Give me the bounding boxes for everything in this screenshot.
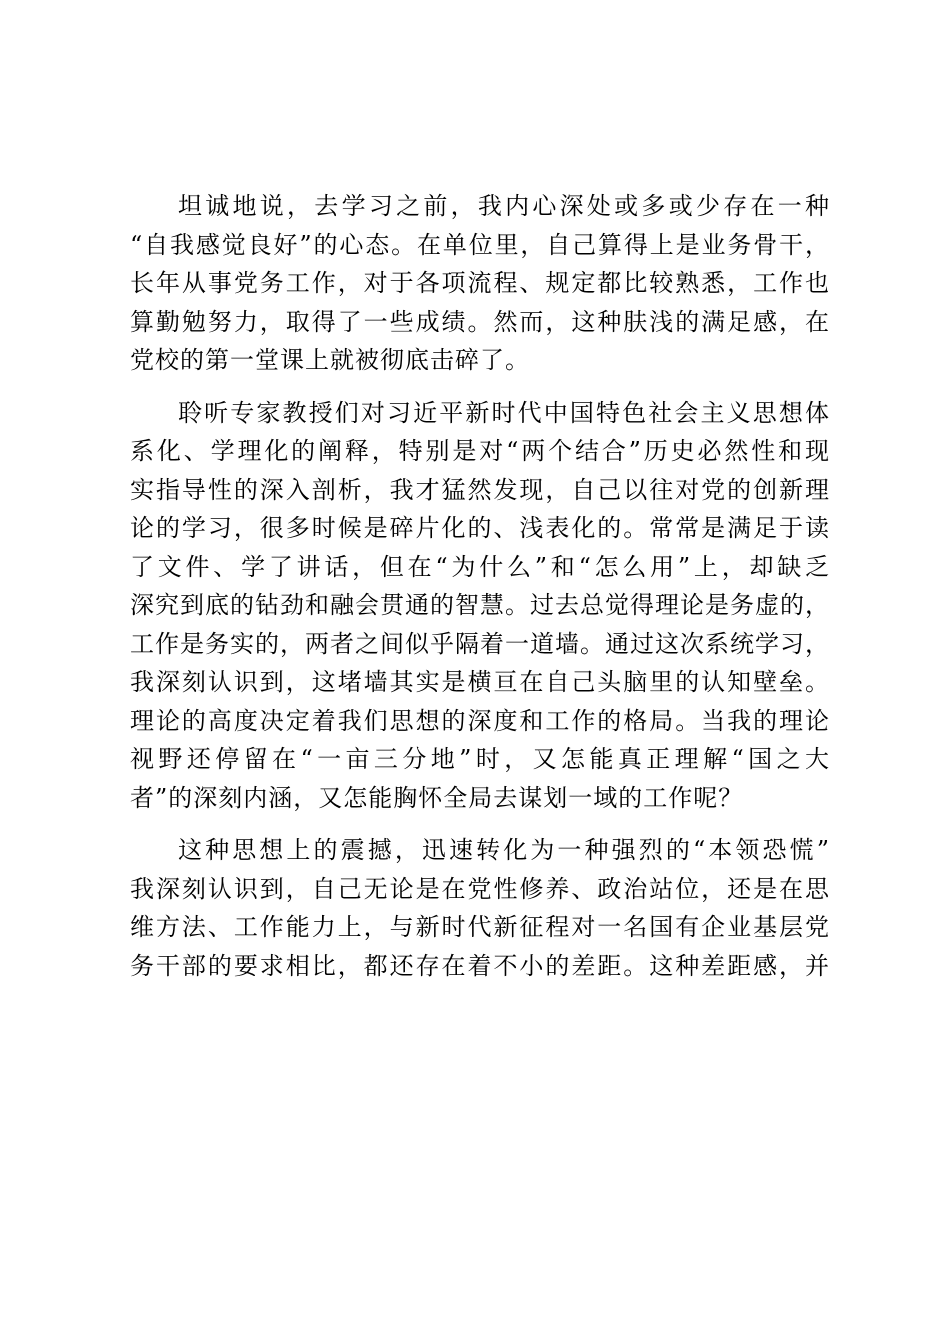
- text-line: 我深刻认识到，自己无论是在党性修养、政治站位，还是在思: [130, 874, 830, 903]
- text-line: 深究到底的钻劲和融会贯通的智慧。过去总觉得理论是务虚的，: [130, 591, 830, 619]
- text-line: 理论的高度决定着我们思想的深度和工作的格局。当我的理论: [130, 706, 830, 735]
- paragraph-1: [130, 187, 830, 380]
- text-line: 系化、学理化的阐释，特别是对“两个结合”历史必然性和现: [130, 437, 830, 465]
- text-line: 长年从事党务工作，对于各项流程、规定都比较熟悉，工作也: [130, 269, 830, 297]
- body-text: [130, 187, 830, 999]
- text-line: 务干部的要求相比，都还存在着不小的差距。这种差距感，并: [130, 951, 830, 980]
- text-line: 党校的第一堂课上就被彻底击碎了。: [130, 346, 530, 374]
- text-line: 聆听专家教授们对习近平新时代中国特色社会主义思想体: [178, 398, 830, 427]
- text-line: 了文件、学了讲话，但在“为什么”和“怎么用”上，却缺乏: [130, 552, 830, 581]
- paragraph-3: [130, 831, 830, 985]
- text-line: 我深刻认识到，这堵墙其实是横亘在自己头脑里的认知壁垒。: [130, 668, 830, 696]
- text-line: 视野还停留在“一亩三分地”时，又怎能真正理解“国之大: [130, 745, 830, 773]
- paragraph-2: [130, 394, 830, 818]
- text-line: 维方法、工作能力上，与新时代新征程对一名国有企业基层党: [130, 913, 830, 941]
- text-line: 实指导性的深入剖析，我才猛然发现，自己以往对党的创新理: [130, 475, 830, 504]
- text-line: 算勤勉努力，取得了一些成绩。然而，这种肤浅的满足感，在: [130, 307, 830, 336]
- text-line: 者”的深刻内涵，又怎能胸怀全局去谋划一域的工作呢？: [130, 783, 744, 812]
- text-line: 坦诚地说，去学习之前，我内心深处或多或少存在一种: [178, 192, 830, 220]
- text-line: “自我感觉良好”的心态。在单位里，自己算得上是业务骨干，: [130, 230, 830, 259]
- text-line: 论的学习，很多时候是碎片化的、浅表化的。常常是满足于读: [130, 514, 830, 542]
- text-line: 工作是务实的，两者之间似乎隔着一道墙。通过这次系统学习，: [130, 629, 830, 658]
- text-line: 这种思想上的震撼，迅速转化为一种强烈的“本领恐慌”: [178, 836, 830, 864]
